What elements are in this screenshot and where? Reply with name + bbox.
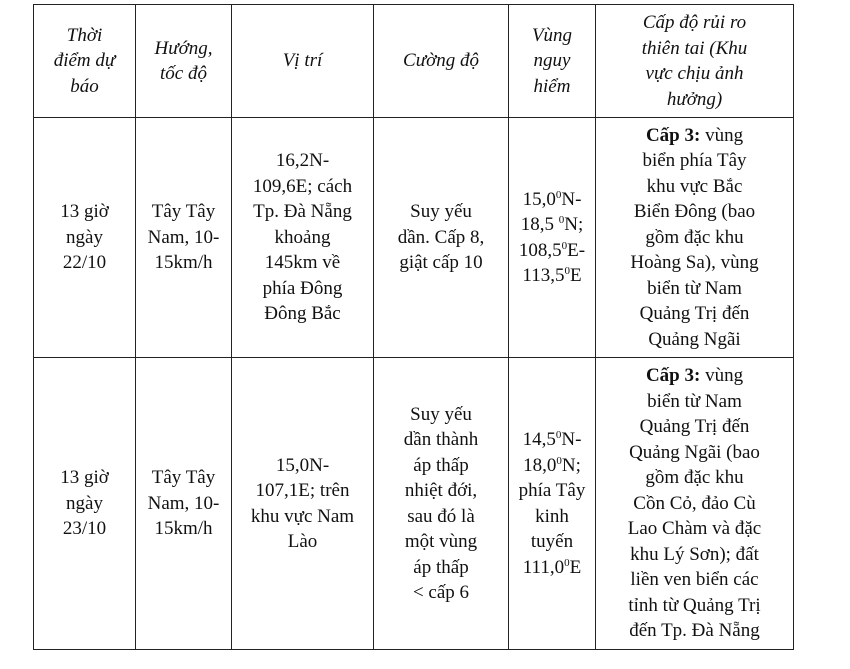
header-row — [34, 5, 794, 118]
cell-time: 13 giờ ngày 23/10 — [34, 358, 136, 650]
header-position: Vị trí — [232, 5, 374, 118]
header-danger-zone: Vùng nguy hiểm — [509, 5, 596, 118]
header-intensity: Cường độ — [374, 5, 509, 118]
cell-position: 15,0N- 107,1E; trên khu vực Nam Lào — [232, 358, 374, 650]
cell-danger-zone: 14,5$^0$N- 18,0$^0$N; phía Tây kinh tuyến 111,0$^0$E — [509, 358, 596, 650]
risk-level-label: Cấp 3: — [645, 365, 701, 387]
cell-time: 13 giờ ngày 22/10 — [34, 118, 136, 358]
forecast-table — [33, 4, 794, 650]
cell-risk-level: Cấp 3: vùng biển từ Nam Quảng Trị đến Quảng Ngãi (bao gồm đặc khu Cồn Cỏ, đảo Cù Lao Chàm và đặc khu Lý Sơn); đất liền ven biển các tỉnh từ Quảng Trị đến Tp. Đà Nẵng — [596, 358, 794, 650]
cell-danger-zone: 15,0$^0$N- 18,5 $^0$N; 108,5$^0$E- 113,5$^0$E — [509, 118, 596, 358]
cell-risk-level: Cấp 3: vùng biển phía Tây khu vực Bắc Biển Đông (bao gồm đặc khu Hoàng Sa), vùng biển từ Nam Quảng Trị đến Quảng Ngãi — [596, 118, 794, 358]
header-direction: Hướng, tốc độ — [136, 5, 232, 118]
header-time: Thời điểm dự báo — [34, 5, 136, 118]
cell-position: 16,2N- 109,6E; cách Tp. Đà Nẵng khoảng 145km về phía Đông Đông Bắc — [232, 118, 374, 358]
cell-intensity: Suy yếu dần. Cấp 8, giật cấp 10 — [374, 118, 509, 358]
table-row — [34, 118, 794, 358]
cell-direction: Tây Tây Nam, 10- 15km/h — [136, 358, 232, 650]
cell-intensity: Suy yếu dần thành áp thấp nhiệt đới, sau đó là một vùng áp thấp < cấp 6 — [374, 358, 509, 650]
header-risk-level: Cấp độ rủi ro thiên tai (Khu vực chịu ảnh hưởng) — [596, 5, 794, 118]
risk-level-label: Cấp 3: — [645, 124, 701, 146]
table-row — [34, 358, 794, 650]
cell-direction: Tây Tây Nam, 10- 15km/h — [136, 118, 232, 358]
